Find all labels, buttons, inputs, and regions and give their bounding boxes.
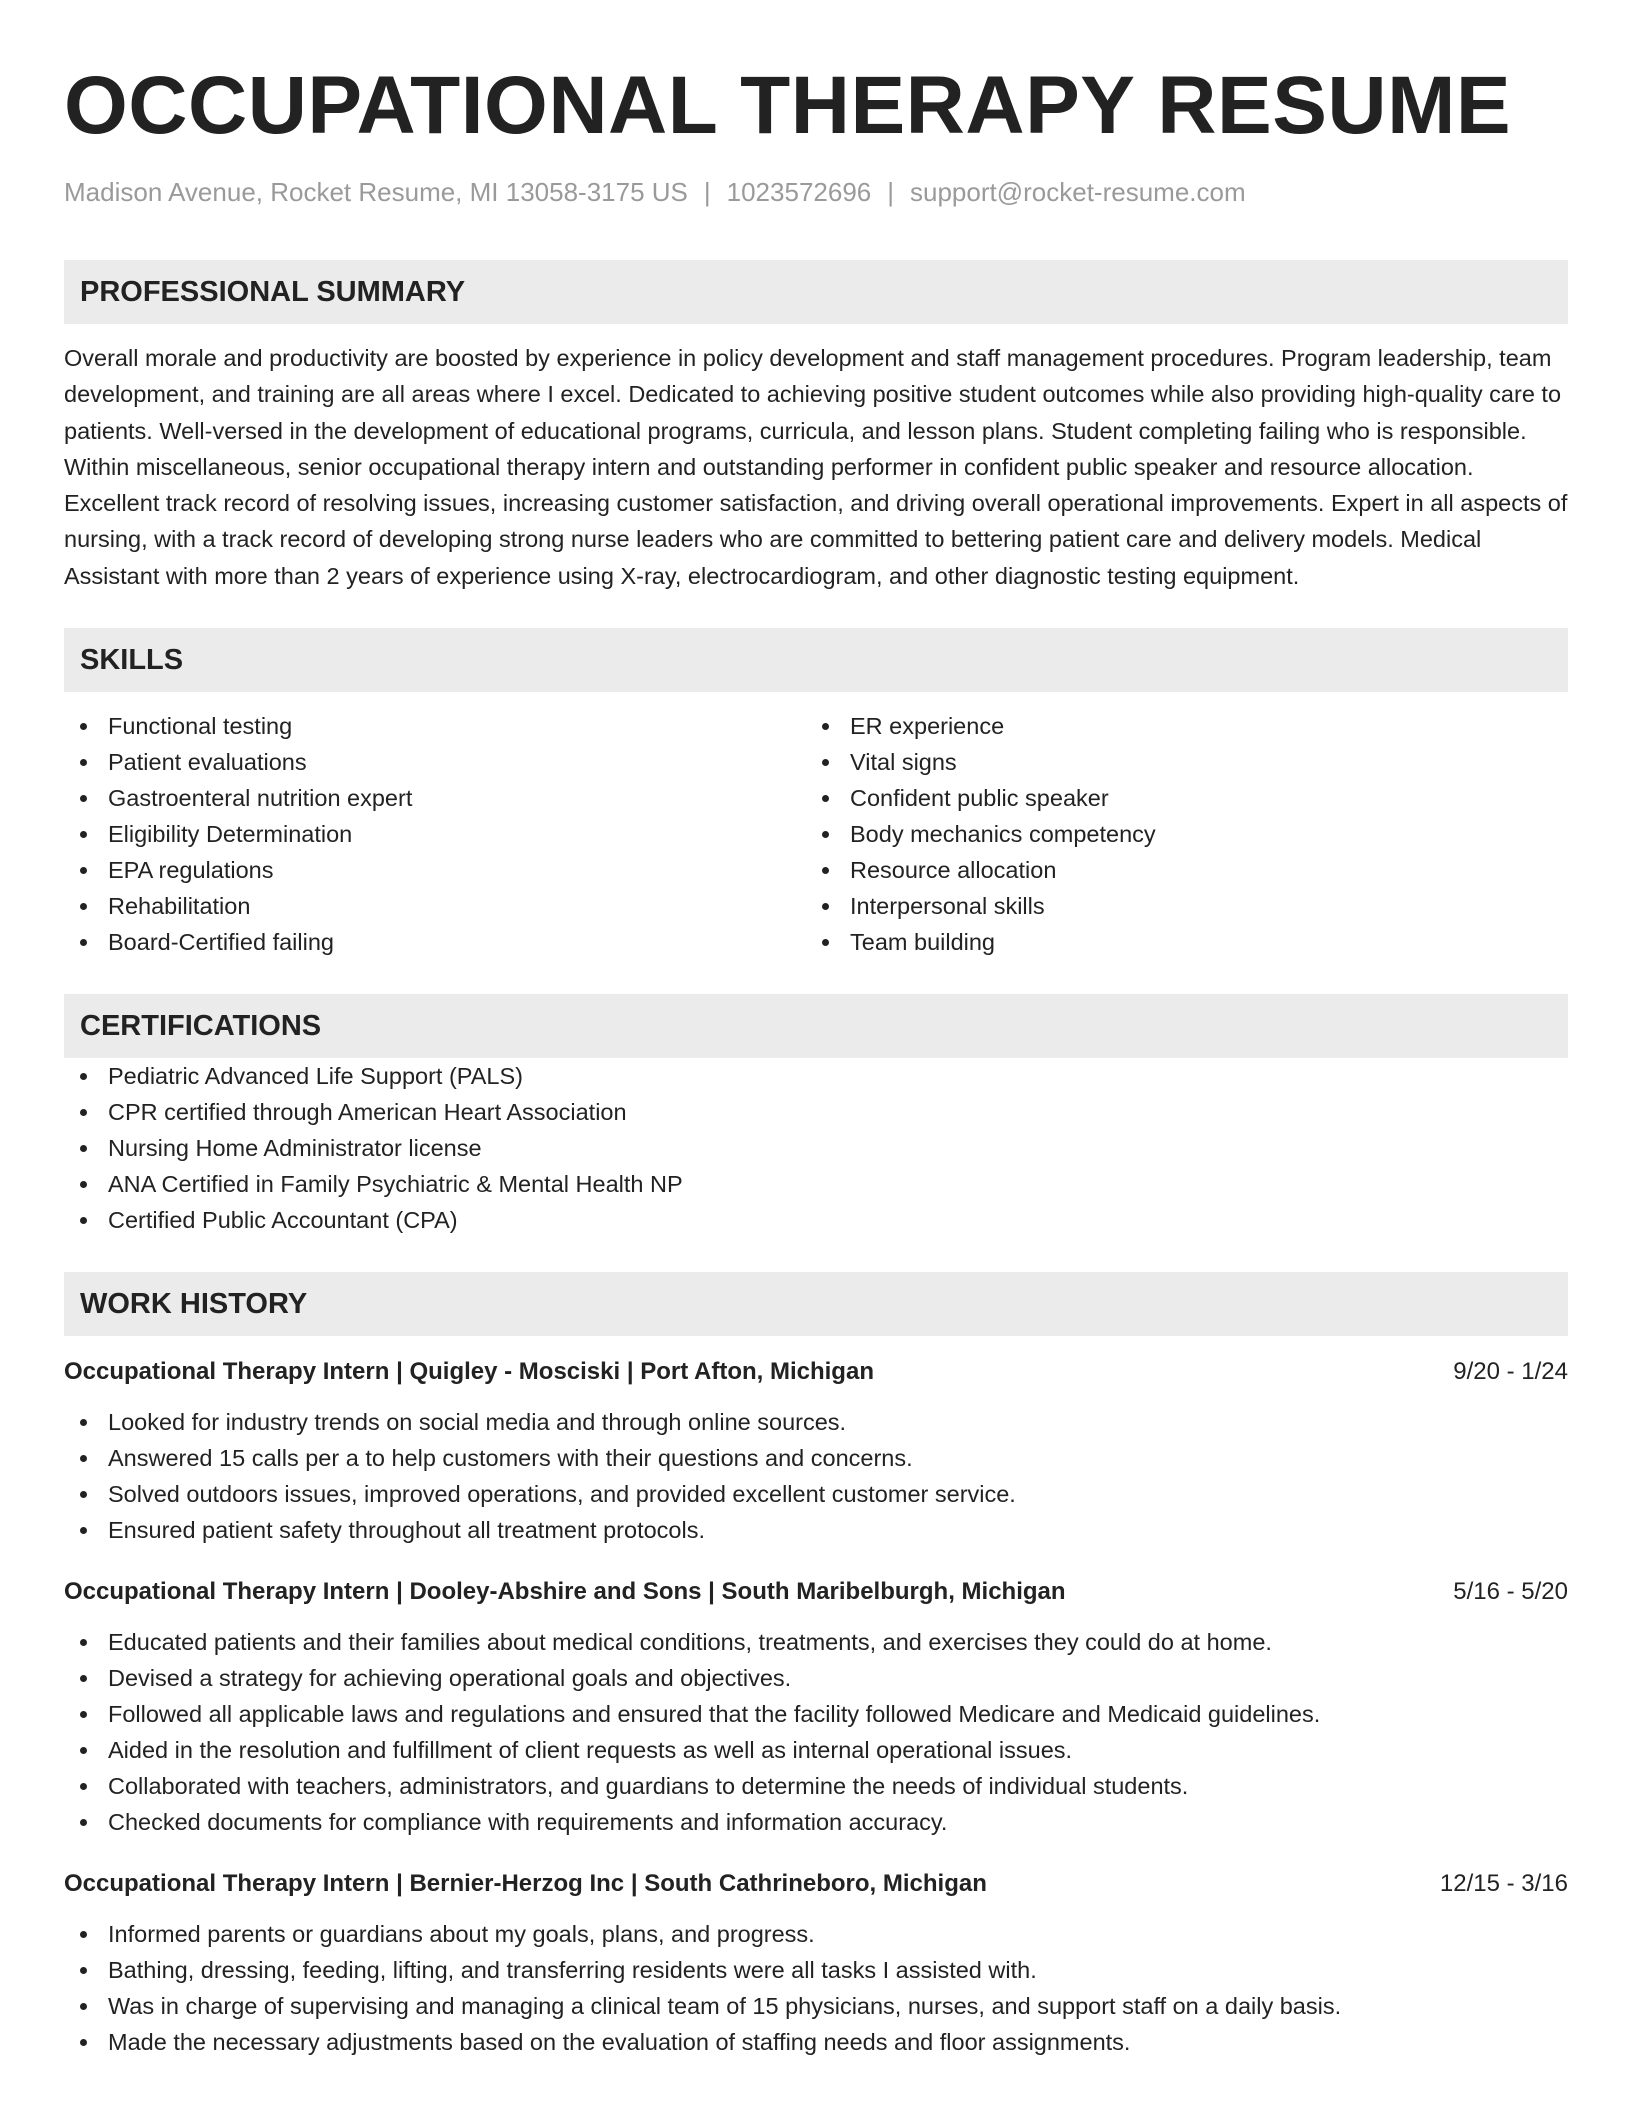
skills-list-left xyxy=(64,708,806,960)
job-entry xyxy=(64,1868,1568,2060)
job-entry xyxy=(64,1356,1568,1548)
certification-item: ANA Certified in Family Psychiatric & Mental Health NP xyxy=(64,1166,1568,1202)
job-header xyxy=(64,1356,1568,1388)
job-bullet: Collaborated with teachers, administrators, and guardians to determine the needs of individual students. xyxy=(64,1768,1568,1804)
skill-item: EPA regulations xyxy=(64,852,806,888)
job-title: Occupational Therapy Intern | Quigley - Mosciski | Port Afton, Michigan xyxy=(64,1358,874,1386)
certification-item: CPR certified through American Heart Association xyxy=(64,1094,1568,1130)
job-header xyxy=(64,1868,1568,1900)
skill-item: Resource allocation xyxy=(806,852,1548,888)
job-bullet: Informed parents or guardians about my goals, plans, and progress. xyxy=(64,1916,1568,1952)
skills-column-left xyxy=(64,708,806,960)
skill-item: ER experience xyxy=(806,708,1548,744)
skill-item: Team building xyxy=(806,924,1548,960)
job-bullet: Solved outdoors issues, improved operations, and provided excellent customer service. xyxy=(64,1476,1568,1512)
skills-list-right xyxy=(806,708,1548,960)
job-dates: 5/16 - 5/20 xyxy=(1453,1578,1568,1606)
contact-separator: | xyxy=(887,177,895,207)
certifications-list xyxy=(64,1058,1568,1238)
job-entry xyxy=(64,1576,1568,1840)
contact-address: Madison Avenue, Rocket Resume, MI 13058-3175 US xyxy=(64,177,688,207)
job-bullets xyxy=(64,1624,1568,1840)
job-bullet: Made the necessary adjustments based on the evaluation of staffing needs and floor assignments. xyxy=(64,2024,1568,2060)
skill-item: Vital signs xyxy=(806,744,1548,780)
resume-title: OCCUPATIONAL THERAPY RESUME xyxy=(64,60,1512,151)
job-bullet: Educated patients and their families about medical conditions, treatments, and exercises they could do at home. xyxy=(64,1624,1568,1660)
certifications-heading: CERTIFICATIONS xyxy=(64,994,1568,1058)
work-history-heading: WORK HISTORY xyxy=(64,1272,1568,1336)
skill-item: Confident public speaker xyxy=(806,780,1548,816)
skill-item: Gastroenteral nutrition expert xyxy=(64,780,806,816)
job-dates: 12/15 - 3/16 xyxy=(1439,1870,1568,1898)
certification-item: Pediatric Advanced Life Support (PALS) xyxy=(64,1058,1568,1094)
contact-line xyxy=(64,176,1568,208)
skills-column-right xyxy=(806,708,1548,960)
skill-item: Functional testing xyxy=(64,708,806,744)
job-bullet: Answered 15 calls per a to help customers with their questions and concerns. xyxy=(64,1440,1568,1476)
skills-heading: SKILLS xyxy=(64,628,1568,692)
job-bullet: Bathing, dressing, feeding, lifting, and transferring residents were all tasks I assisted with. xyxy=(64,1952,1568,1988)
job-bullet: Ensured patient safety throughout all treatment protocols. xyxy=(64,1512,1568,1548)
skill-item: Rehabilitation xyxy=(64,888,806,924)
job-bullets xyxy=(64,1916,1568,2060)
contact-phone: 1023572696 xyxy=(726,177,872,207)
contact-separator: | xyxy=(703,177,711,207)
job-bullet: Aided in the resolution and fulfillment of client requests as well as internal operational issues. xyxy=(64,1732,1568,1768)
contact-email: support@rocket-resume.com xyxy=(910,177,1246,207)
skill-item: Eligibility Determination xyxy=(64,816,806,852)
skill-item: Board-Certified failing xyxy=(64,924,806,960)
skill-item: Patient evaluations xyxy=(64,744,806,780)
summary-heading: PROFESSIONAL SUMMARY xyxy=(64,260,1568,324)
summary-text: Overall morale and productivity are boosted by experience in policy development and staff management procedures. Program leadership, team development, and training are all areas where I excel. Dedicated to achieving positive student outcomes while also providing high-quality care to patients. Well-versed in the development of educational programs, curricula, and lesson plans. Student completing failing who is responsible. Within miscellaneous, senior occupational therapy intern and outstanding performer in confident public speaker and resource allocation. Excellent track record of resolving issues, increasing customer satisfaction, and driving overall operational improvements. Expert in all aspects of nursing, with a track record of developing strong nurse leaders who are committed to bettering patient care and delivery models. Medical Assistant with more than 2 years of experience using X-ray, electrocardiogram, and other diagnostic testing equipment. xyxy=(64,345,1568,589)
job-bullet: Looked for industry trends on social media and through online sources. xyxy=(64,1404,1568,1440)
certification-item: Nursing Home Administrator license xyxy=(64,1130,1568,1166)
skills-grid xyxy=(64,708,1568,960)
job-bullet: Was in charge of supervising and managing a clinical team of 15 physicians, nurses, and support staff on a daily basis. xyxy=(64,1988,1568,2024)
certification-item: Certified Public Accountant (CPA) xyxy=(64,1202,1568,1238)
job-bullets xyxy=(64,1404,1568,1548)
job-title: Occupational Therapy Intern | Bernier-Herzog Inc | South Cathrineboro, Michigan xyxy=(64,1870,987,1898)
job-bullet: Devised a strategy for achieving operational goals and objectives. xyxy=(64,1660,1568,1696)
job-header xyxy=(64,1576,1568,1608)
job-bullet: Checked documents for compliance with requirements and information accuracy. xyxy=(64,1804,1568,1840)
skill-item: Interpersonal skills xyxy=(806,888,1548,924)
job-dates: 9/20 - 1/24 xyxy=(1453,1358,1568,1386)
skill-item: Body mechanics competency xyxy=(806,816,1548,852)
job-bullet: Followed all applicable laws and regulations and ensured that the facility followed Medicare and Medicaid guidelines. xyxy=(64,1696,1568,1732)
job-title: Occupational Therapy Intern | Dooley-Abshire and Sons | South Maribelburgh, Michigan xyxy=(64,1578,1066,1606)
